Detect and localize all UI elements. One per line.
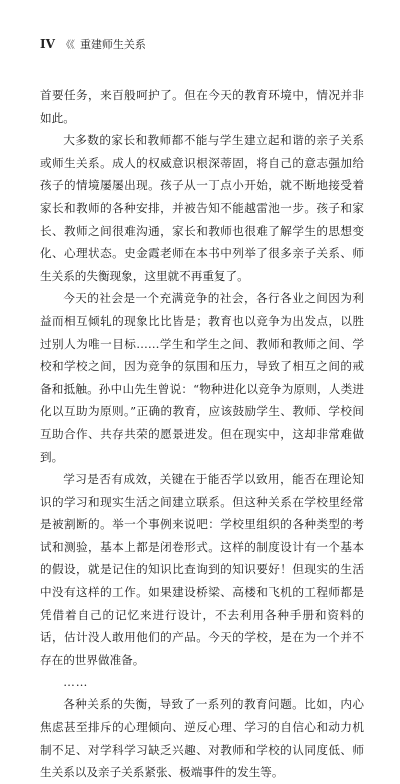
ellipsis-break: …… xyxy=(63,675,89,690)
paragraph: 各种关系的失衡，导致了一系列的教育问题。比如，内心焦虑甚至排斥的心理倾向、逆反心理、学习的自信心和动力机制不足、对学科学习缺乏兴趣、对教师和学校的认同度低、师生关系以及亲子关系紧张、极端事件的发生等。 xyxy=(40,697,364,780)
page-number: IV xyxy=(40,37,55,51)
paragraph: 学习是否有成效，关键在于能否学以致用，能否在理论知识的学习和现实生活之间建立联系。但这种关系在学校里经常是被割断的。举一个事例来说吧：学校里组织的各种类型的考试和测验，基本上都是闭卷形式。这样的制度设计有一个基本的假设，就是记住的知识比查询到的知识要好！但现实的生活中没有这样的工作。如果建设桥梁、高楼和飞机的工程师都是凭借着自己的记忆来进行设计，不去利用各种手册和资料的话，估计没人敢用他们的产品。今天的学校，是在为一个并不存在的世界做准备。 xyxy=(40,472,364,667)
paragraph: 大多数的家长和教师都不能与学生建立起和谐的亲子关系或师生关系。成人的权威意识根深蒂固，将自己的意志强加给孩子的情境屡屡出现。孩子从一丁点小开始，就不断地接受着家长和教师的各种安排，并被告知不能越雷池一步。孩子和家长、教师之间很难沟通，家长和教师也很难了解学生的思想变化、心理状态。史金霞老师在本书中列举了很多亲子关系、师生关系的失衡现象，这里就不再重复了。 xyxy=(40,133,364,283)
chevron-icon: 《《 xyxy=(60,40,74,51)
chapter-title: 重建师生关系 xyxy=(79,38,146,51)
running-header xyxy=(40,36,146,52)
body-text xyxy=(40,84,364,784)
paragraph: 今天的社会是一个充满竞争的社会，各行各业之间因为利益而相互倾轧的现象比比皆是；教育也以竞争为出发点，以胜过别人为唯一目标……学生和学生之间、教师和教师之间、学校和学校之间，因为竞争的氛围和压力，导致了相互之间的戒备和抵触。孙中山先生曾说：“物种进化以竞争为原则，人类进化以互助为原则。”正确的教育，应该鼓励学生、教师、学校间互助合作、共存共荣的愿景进发。但在现实中，这却非常难做到。 xyxy=(40,291,364,464)
paragraph-continuation: 首要任务，来百般呵护了。但在今天的教育环境中，情况并非如此。 xyxy=(40,88,364,125)
